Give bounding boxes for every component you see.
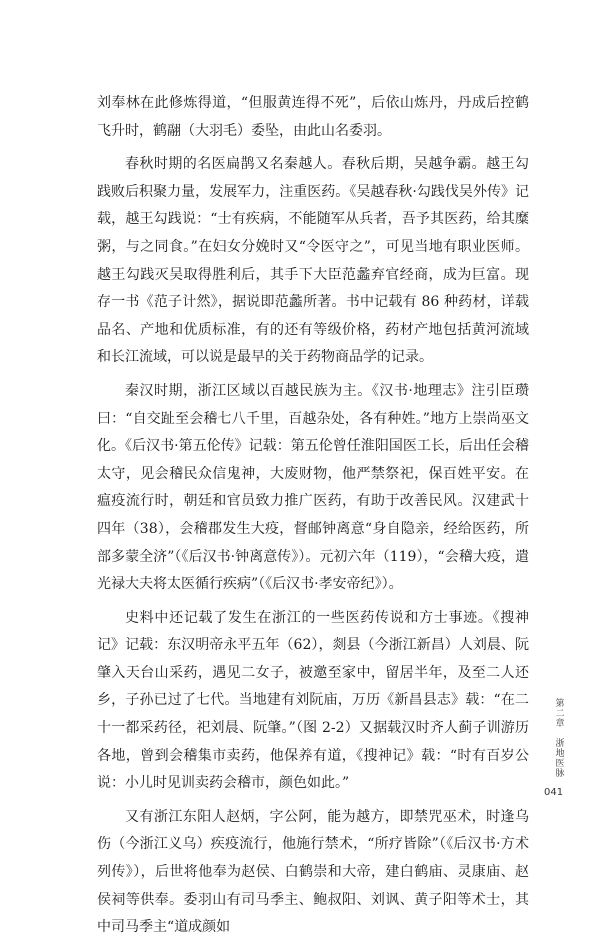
paragraph-5: 又有浙江东阳人赵炳，字公阿，能为越方，即禁咒巫术，时逢乌伤（今浙江义乌）疾疫流行，他施行禁术，“所疗皆除”（《后汉书·方术列传》），后世将他奉为赵侯、白鹤崇和大帝，建白鹤庙、灵康庙、赵侯祠等供奉。委羽山有司马季主、鲍叔阳、刘讽、黄子阳等术士，其中司马季主“道成颜如 <box>97 808 529 936</box>
paragraph-4: 史料中还记载了发生在浙江的一些医药传说和方士事迹。《搜神记》记载：东汉明帝永平五年（62），剡县（今浙江新昌）人刘晨、阮肇入天台山采药，遇见二女子，被邀至家中，留居半年，及至二人还乡，子孙已过了七代。当地建有刘阮庙，万历《新昌县志》载：“在二十一都采药径，祀刘晨、阮肇。”（图 2-2）又据载汉时齐人蓟子训游历各地，曾到会稽集市卖药，他保养有道，《搜神记》载：“时有百岁公说：小儿时见训卖药会稽市，颜色如此。” <box>97 609 529 792</box>
page-number: 041 <box>544 787 564 798</box>
body-text <box>97 90 529 948</box>
section-label: 浙地医脉 <box>553 738 564 778</box>
paragraph-1: 刘奉林在此修炼得道，“但服黄连得不死”，后依山炼丹，丹成后控鹤飞升时，鹤翮（大羽毛）委坠，由此山名委羽。 <box>97 95 529 139</box>
paragraph-3: 秦汉时期，浙江区域以百越民族为主。《汉书·地理志》注引臣瓒曰：“自交趾至会稽七八千里，百越杂处，各有种姓。”地方上崇尚巫文化。《后汉书·第五伦传》记载：第五伦曾任淮阳国医工长，后出任会稽太守，见会稽民众信鬼神，大废财物，他严禁祭祀，保百姓平安。在瘟疫流行时，朝廷和官员致力推广医药，有助于改善民风。汉建武十四年（38），会稽郡发生大疫，督邮钟离意“身自隐亲，经给医药，所部多蒙全济”（《后汉书·钟离意传》）。元初六年（119），“会稽大疫，遣光禄大夫将太医循行疾病”（《后汉书·孝安帝纪》）。 <box>97 382 529 593</box>
chapter-sidebar <box>550 698 568 792</box>
paragraph-2: 春秋时期的名医扁鹊又名秦越人。春秋后期，吴越争霸。越王勾践败后积聚力量，发展军力，注重医药。《吴越春秋·勾践伐吴外传》记载，越王勾践说：“士有疾病，不能随军从兵者，吾予其医药，给其糜粥，与之同食。”在妇女分娩时又“令医守之”，可见当地有职业医师。越王勾践灭吴取得胜利后，其手下大臣范蠡弃官经商，成为巨富。现存一书《范子计然》，据说即范蠡所著。书中记载有 86 种药材，详载品名、产地和优质标准，有的还有等级价格，药材产地包括黄河流域和长江流域，可以说是最早的关于药物商品学的记录。 <box>97 156 529 366</box>
chapter-label: 第二章 <box>553 698 564 728</box>
